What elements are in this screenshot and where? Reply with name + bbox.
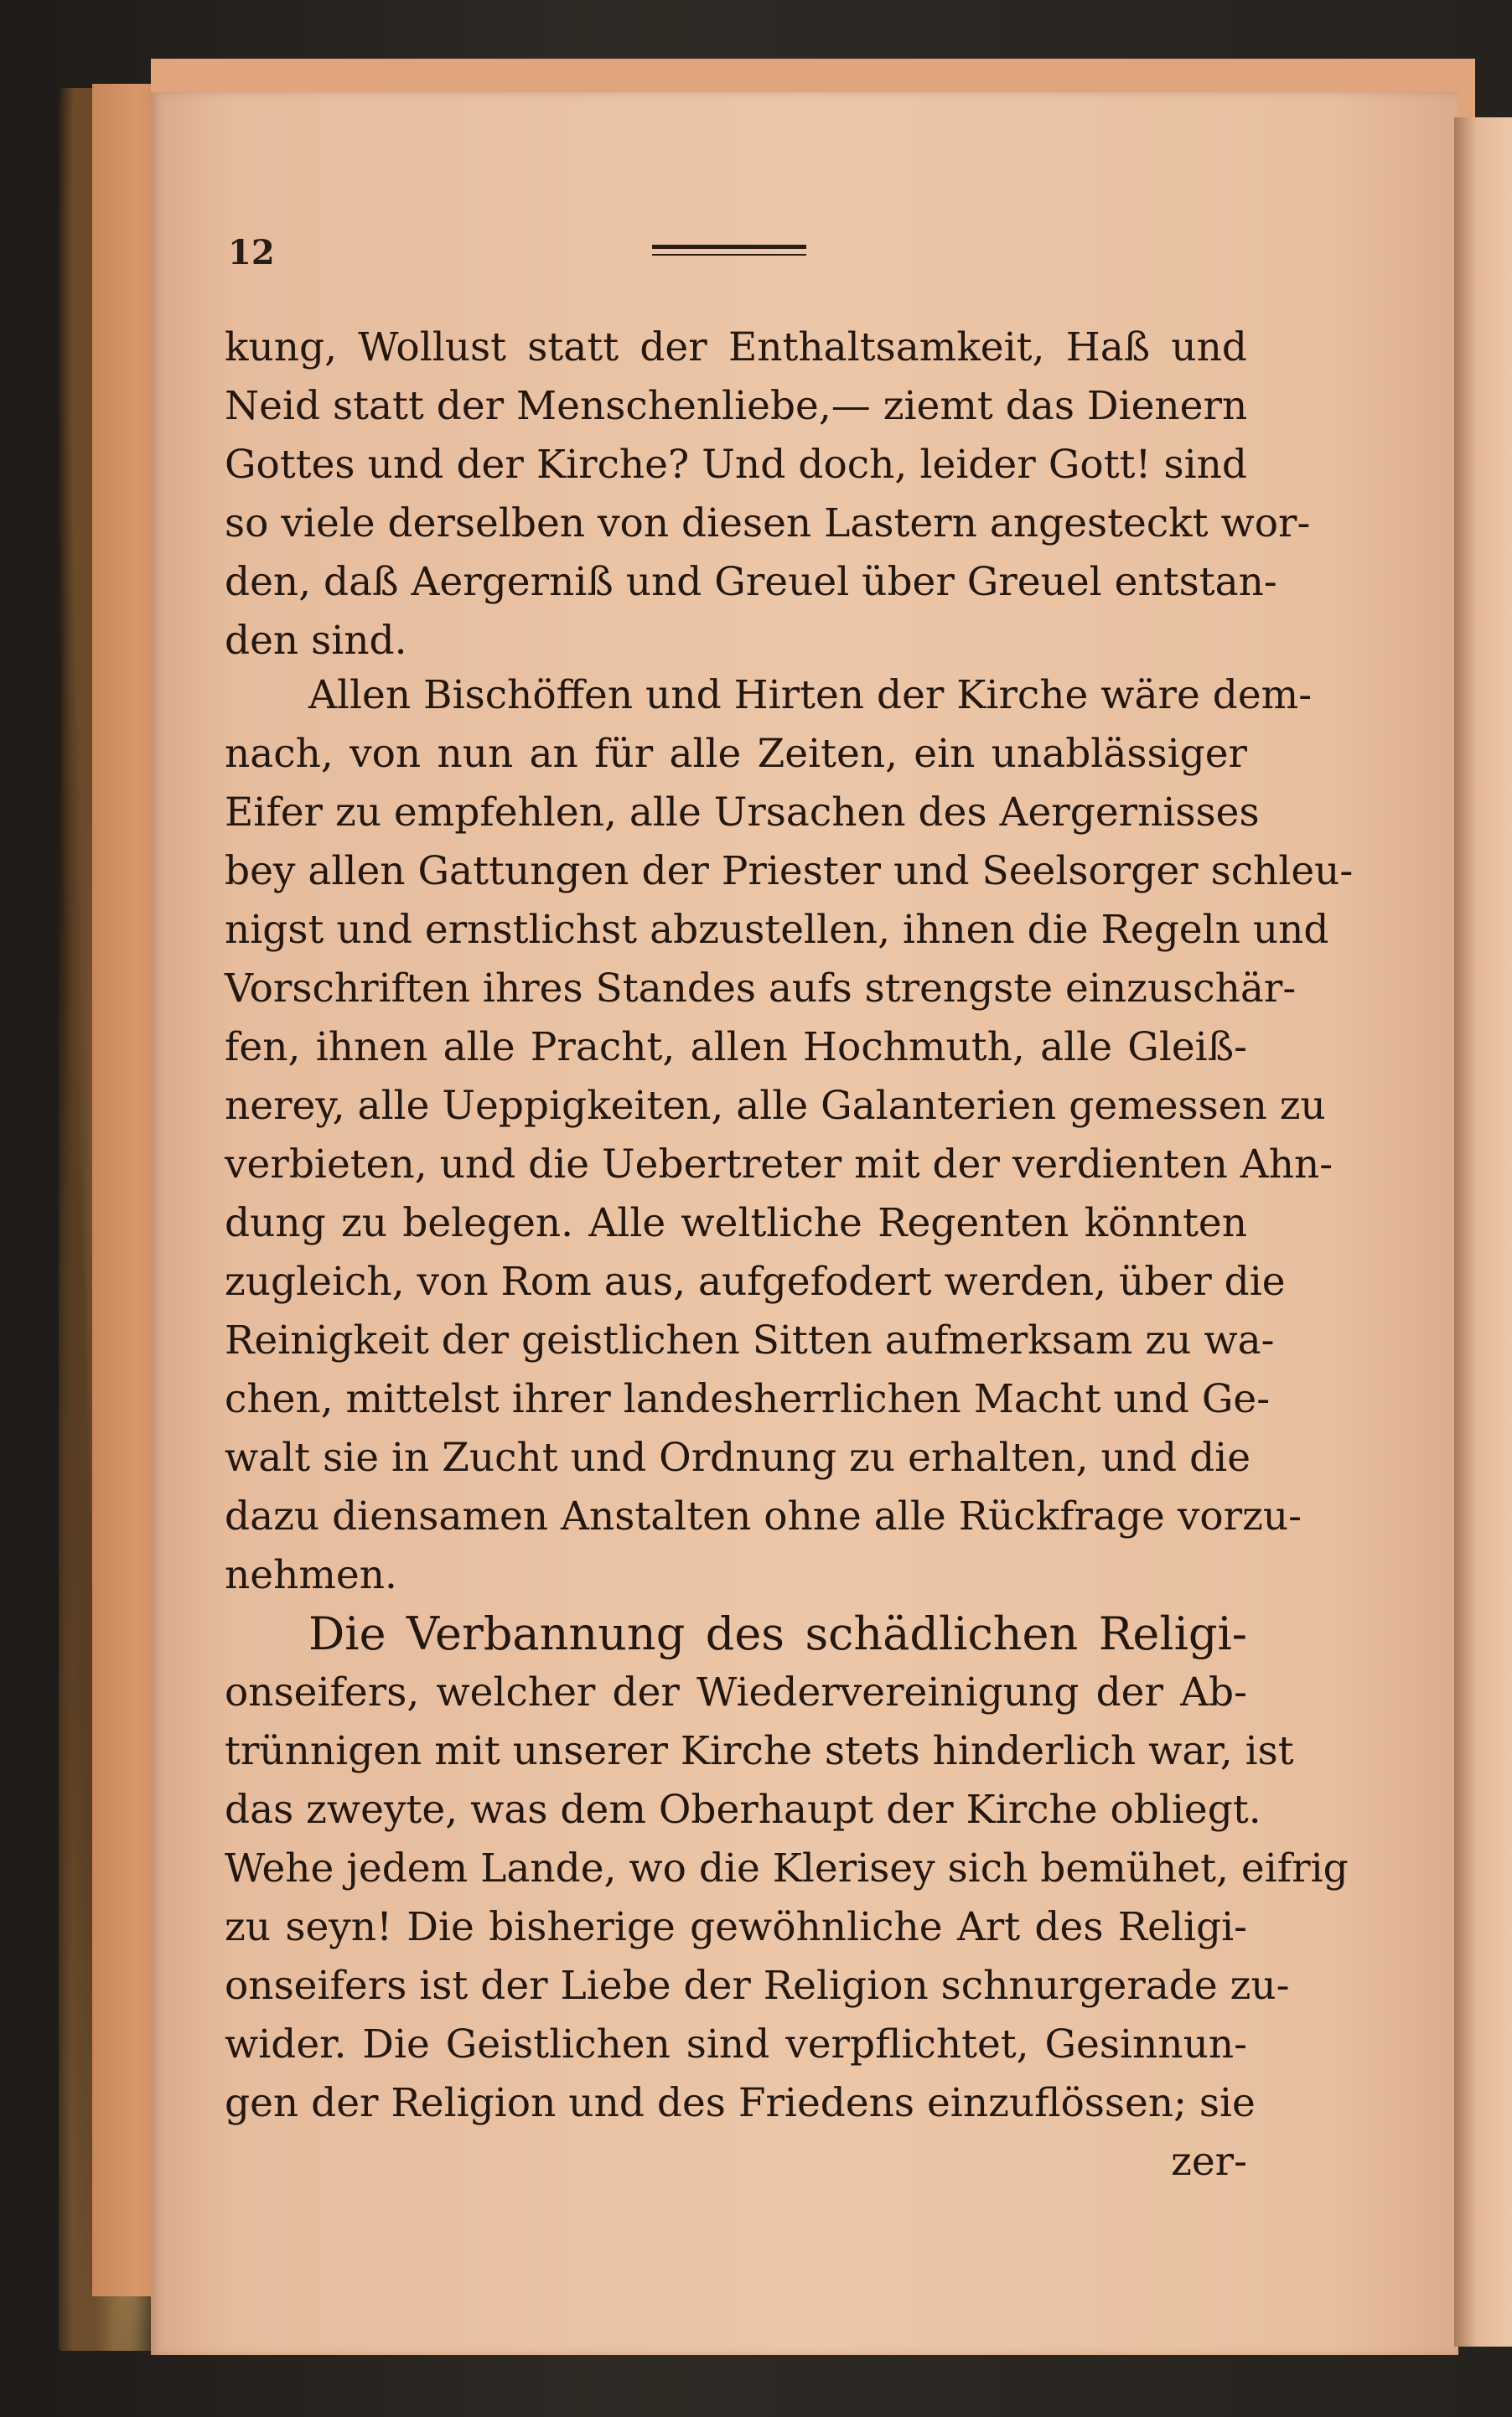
catchword: zer- xyxy=(1171,2139,1247,2185)
text-line: onseifers, welcher der Wiedervereinigung der Ab- xyxy=(225,1669,1247,1716)
header-rule xyxy=(652,245,806,261)
text-line: nigst und ernstlichst abzustellen, ihnen die Regeln und xyxy=(225,907,1329,953)
text-line: chen, mittelst ihrer landesherrlichen Macht und Ge- xyxy=(225,1376,1271,1422)
text-line: den sind. xyxy=(225,618,407,664)
text-line: Gottes und der Kirche? Und doch, leider Gott! sind xyxy=(225,442,1247,488)
page-number: 12 xyxy=(228,233,275,272)
text-line: kung, Wollust statt der Enthaltsamkeit, Haß und xyxy=(225,324,1247,370)
text-line: gen der Religion und des Friedens einzuflössen; sie xyxy=(225,2080,1256,2126)
text-line: zu seyn! Die bisherige gewöhnliche Art des Religi- xyxy=(225,1904,1247,1950)
text-line: Wehe jedem Lande, wo die Klerisey sich bemühet, eifrig xyxy=(225,1845,1349,1892)
text-line: onseifers ist der Liebe der Religion schnurgerade zu- xyxy=(225,1963,1290,2009)
text-line: dazu diensamen Anstalten ohne alle Rückfrage vorzu- xyxy=(225,1493,1302,1540)
text-line: zugleich, von Rom aus, aufgefodert werden, über die xyxy=(225,1259,1286,1305)
text-line: so viele derselben von diesen Lastern angesteckt wor- xyxy=(225,500,1311,546)
text-line: den, daß Aergerniß und Greuel über Greuel entstan- xyxy=(225,559,1277,605)
text-line: bey allen Gattungen der Priester und Seelsorger schleu- xyxy=(225,848,1354,894)
text-line: verbieten, und die Uebertreter mit der verdienten Ahn- xyxy=(225,1141,1333,1188)
text-line: Eifer zu empfehlen, alle Ursachen des Aergernisses xyxy=(225,789,1260,836)
text-line: Die Verbannung des schädlichen Religi- xyxy=(308,1607,1247,1660)
text-line: nerey, alle Ueppigkeiten, alle Galanterien gemessen zu xyxy=(225,1083,1326,1129)
facing-page-edge xyxy=(1454,117,1512,2347)
text-line: nach, von nun an für alle Zeiten, ein unablässiger xyxy=(225,731,1247,777)
text-line: walt sie in Zucht und Ordnung zu erhalten, und die xyxy=(225,1435,1251,1481)
text-line: dung zu belegen. Alle weltliche Regenten könnten xyxy=(225,1200,1247,1246)
text-line: das zweyte, was dem Oberhaupt der Kirche obliegt. xyxy=(225,1787,1261,1833)
text-line: Allen Bischöffen und Hirten der Kirche wäre dem- xyxy=(308,672,1313,718)
text-line: wider. Die Geistlichen sind verpflichtet, Gesinnun- xyxy=(225,2021,1247,2068)
text-line: Neid statt der Menschenliebe,— ziemt das Dienern xyxy=(225,383,1248,429)
text-line: Reinigkeit der geistlichen Sitten aufmerksam zu wa- xyxy=(225,1317,1275,1364)
text-line: nehmen. xyxy=(225,1552,397,1598)
text-line: Vorschriften ihres Standes aufs strengste einzuschär- xyxy=(225,965,1297,1012)
text-line: fen, ihnen alle Pracht, allen Hochmuth, alle Gleiß- xyxy=(225,1024,1247,1070)
text-line: trünnigen mit unserer Kirche stets hinderlich war, ist xyxy=(225,1728,1294,1774)
